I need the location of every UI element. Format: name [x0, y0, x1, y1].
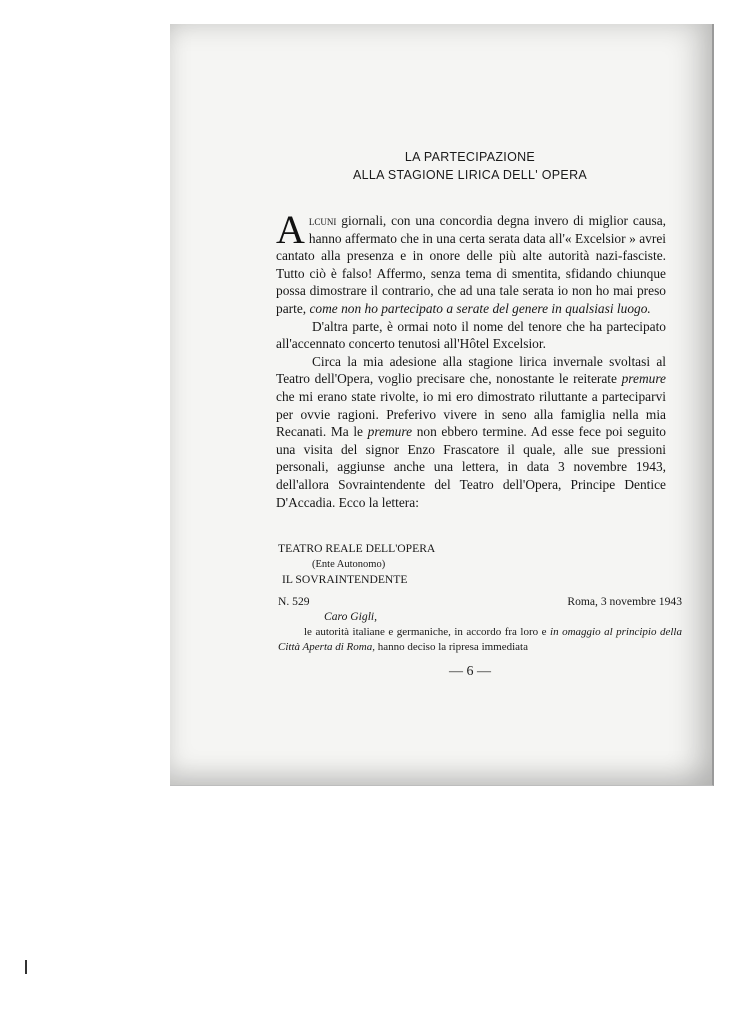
letter-salutation: Caro Gigli, [324, 610, 378, 624]
letter-header-theatre: TEATRO REALE DELL'OPERA [278, 542, 436, 555]
paragraph-2: D'altra parte, è ormai noto il nome del tenore che ha partecipato all'accennato concerto tenutosi all'Hôtel Excelsior. [276, 318, 666, 352]
paragraph-1-italic: come non ho partecipato a serate del genere in qualsiasi luogo. [309, 300, 651, 316]
body-text [276, 207, 667, 511]
letter-header-role: IL SOVRAINTENDENTE [282, 573, 408, 587]
paragraph-3-text-c: non ebbero termine. Ad esse fece poi seguito una visita del signor Enzo Frascatore il quale, alle sue pressioni personali, aggiunse anche una lettera, in data 3 novembre 1943, dell'allora Sovraintendente del Teatro dell'Opera, Principe Dentice D'Accadia. Ecco la lettera: [276, 424, 667, 510]
drop-cap: A [276, 207, 305, 252]
quoted-letter [278, 541, 682, 655]
letter-text-italic: in omaggio al principio della Città Aperta di Roma, [278, 625, 682, 653]
small-caps-word: lcuni [308, 213, 337, 228]
letter-header-entity: (Ente Autonomo) [312, 558, 386, 570]
paragraph-3-text-b: che mi erano state rivolte, io mi ero dimostrato riluttante a parteciparvi per ovvie ragioni. Preferivo vivere in seno alla famiglia nella mia Recanati. Ma le [276, 388, 666, 440]
letter-number: N. 529 [278, 594, 310, 608]
page-number: — 6 — [449, 664, 491, 679]
letter-text [278, 625, 682, 655]
chapter-title-line1: LA PARTECIPAZIONE [404, 150, 536, 164]
letter-number-date-row [278, 594, 682, 610]
letter-text-c: hanno deciso la ripresa immediata [374, 640, 528, 653]
paragraph-3-italic-b: premure [367, 424, 413, 440]
letter-text-a: le autorità italiane e germaniche, in accordo fra loro e [304, 625, 551, 638]
paragraph-3-italic-a: premure [621, 371, 666, 387]
paragraph-1-text: giornali, con una concordia degna invero di miglior causa, hanno affermato che in una certa serata data all'« Excelsior » avrei cantato alla presenza e in onore delle più alte autorità nazi-fasciste. Tutto ciò è falso! Affermo, senza tema di smentita, sfidando chiunque possa dimostrare il contrario, che ad una tale serata io non ho mai preso parte, [276, 213, 666, 316]
margin-mark [25, 960, 27, 974]
letter-date: Roma, 3 novembre 1943 [567, 594, 682, 608]
chapter-title-line2: ALLA STAGIONE LIRICA DELL' OPERA [352, 168, 588, 182]
paragraph-3-text-a: Circa la mia adesione alla stagione lirica invernale svoltasi al Teatro dell'Opera, voglio precisare che, nonostante le reiterate [276, 353, 666, 387]
paragraph-1 [276, 207, 666, 318]
paragraph-3 [276, 353, 666, 511]
